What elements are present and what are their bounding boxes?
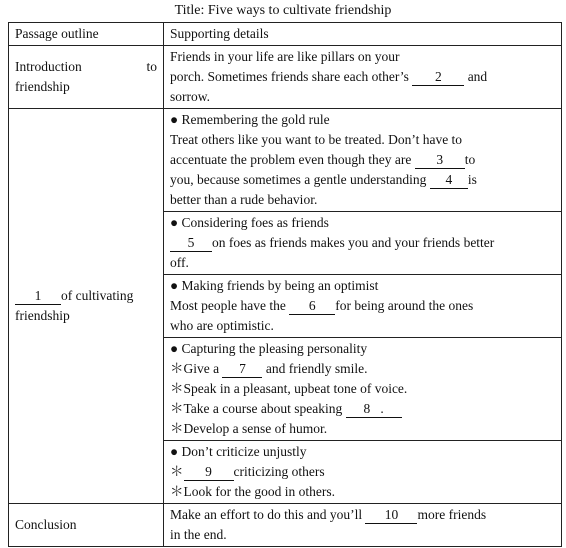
gold-text-to: to — [464, 152, 476, 167]
intro-line-3: sorrow. — [170, 89, 210, 104]
body-label-text: of cultivating — [61, 288, 134, 303]
body-label-line2: friendship — [15, 308, 70, 323]
intro-line-1: Friends in your life are like pillars on your — [170, 49, 400, 64]
optimist-heading: ● Making friends by being an optimist — [170, 278, 379, 293]
intro-line-2 — [170, 67, 555, 87]
intro-label-line2: friendship — [15, 79, 70, 94]
conclusion-label-cell: Conclusion — [9, 504, 164, 547]
blank-1[interactable]: 1 — [15, 287, 61, 305]
blank-3[interactable]: 3 — [415, 151, 465, 169]
personality-line-3 — [170, 399, 555, 419]
gold-rule-line-2 — [170, 150, 555, 170]
intro-details-cell — [164, 46, 562, 109]
blank-8-number: 8 — [363, 401, 371, 416]
criticize-line-1 — [170, 462, 555, 482]
conclusion-details-cell — [164, 504, 562, 547]
blank-9[interactable]: 9 — [184, 463, 234, 481]
personality-cell — [164, 338, 562, 441]
body-label-line1 — [15, 286, 157, 306]
optimist-line-2: who are optimistic. — [170, 318, 274, 333]
criticize-star: ＊ — [170, 464, 184, 479]
optimist-cell — [164, 275, 562, 338]
optimist-text: Most people have the — [170, 298, 286, 313]
personality-line-2: ＊Speak in a pleasant, upbeat tone of voice. — [170, 381, 408, 396]
blank-8[interactable] — [346, 400, 402, 418]
gold-rule-line-1: Treat others like you want to be treated. Don’t have to — [170, 132, 463, 147]
intro-label-word: Introduction — [15, 59, 82, 74]
blank-8-period: . — [380, 401, 384, 416]
worksheet-page — [0, 2, 566, 548]
intro-row — [9, 46, 562, 109]
conclusion-text: Make an effort to do this and you’ll — [170, 507, 363, 522]
gold-rule-heading: ● Remembering the gold rule — [170, 112, 330, 127]
personality-heading: ● Capturing the pleasing personality — [170, 341, 368, 356]
intro-label-to: to — [146, 59, 157, 74]
conclusion-line-1 — [170, 505, 555, 525]
gold-text: you, because sometimes a gentle understanding — [170, 172, 427, 187]
header-supporting-details: Supporting details — [164, 23, 562, 46]
gold-rule-cell — [164, 109, 562, 212]
personality-text: ＊Take a course about speaking — [170, 401, 343, 416]
blank-6[interactable]: 6 — [289, 297, 335, 315]
gold-rule-line-3 — [170, 170, 555, 190]
conclusion-row — [9, 504, 562, 547]
personality-text-post: and friendly smile. — [265, 361, 368, 376]
intro-label-line1 — [15, 57, 157, 77]
table-header-row — [9, 23, 562, 46]
gold-text: accentuate the problem even though they are — [170, 152, 412, 167]
personality-line-1 — [170, 359, 555, 379]
body-label-cell — [9, 109, 164, 504]
conclusion-text-post: more friends — [417, 507, 487, 522]
criticize-text: criticizing others — [233, 464, 325, 479]
blank-4[interactable]: 4 — [430, 171, 468, 189]
foes-line-1 — [170, 233, 555, 253]
optimist-line-1 — [170, 296, 555, 316]
gold-rule-line-4: better than a rude behavior. — [170, 192, 318, 207]
foes-text: on foes as friends makes you and your friends better — [212, 235, 495, 250]
blank-10[interactable]: 10 — [365, 506, 417, 524]
criticize-line-2: ＊Look for the good in others. — [170, 484, 335, 499]
gold-text-is: is — [467, 172, 477, 187]
blank-2[interactable]: 2 — [412, 68, 464, 86]
blank-5[interactable]: 5 — [170, 234, 212, 252]
intro-text: porch. Sometimes friends share each other’s — [170, 69, 409, 84]
foes-line-2: off. — [170, 255, 189, 270]
optimist-text-post: for being around the ones — [335, 298, 474, 313]
worksheet-title: Title: Five ways to cultivate friendship — [174, 3, 392, 18]
gold-rule-row — [9, 109, 562, 212]
blank-7[interactable]: 7 — [222, 360, 262, 378]
personality-text: ＊Give a — [170, 361, 220, 376]
foes-heading: ● Considering foes as friends — [170, 215, 329, 230]
personality-line-4: ＊Develop a sense of humor. — [170, 421, 328, 436]
criticize-cell — [164, 441, 562, 504]
outline-table — [8, 22, 562, 547]
foes-cell — [164, 212, 562, 275]
criticize-heading: ● Don’t criticize unjustly — [170, 444, 307, 459]
intro-text-and: and — [467, 69, 488, 84]
intro-label-cell — [9, 46, 164, 109]
header-passage-outline: Passage outline — [9, 23, 164, 46]
conclusion-line-2: in the end. — [170, 527, 227, 542]
